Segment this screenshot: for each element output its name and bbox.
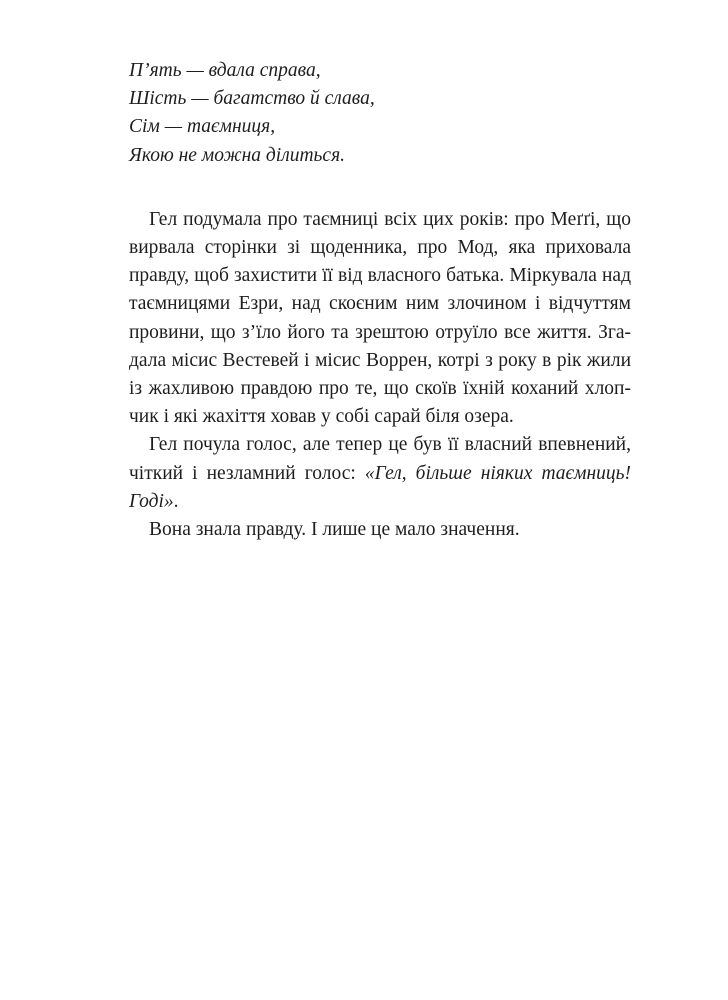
text-line: із жахливою правдою про те, що скоїв їхній коханий хлоп-	[129, 378, 631, 400]
poem-line: Якою не можна ділиться.	[129, 144, 346, 166]
text-line: вирвала сторінки зі щоденника, про Мод, яка приховала	[129, 237, 631, 259]
text-line: чик і які жахіття ховав у собі сарай біля озера.	[129, 406, 514, 428]
text-line: правду, щоб захистити її від власного батька. Міркувала над	[129, 265, 631, 287]
text-line: Гел подумала про таємниці всіх цих років: про Меґґі, що	[149, 208, 631, 230]
quote-text: Годі»	[129, 490, 174, 512]
text-line: Вона знала правду. І лише це мало значення.	[149, 519, 520, 541]
text-run: чіткий і незламний голос:	[129, 462, 365, 484]
paragraph-secrets	[129, 206, 631, 432]
paragraph-truth	[129, 516, 631, 544]
text-line	[129, 488, 631, 516]
text-line: провини, що з’їло його та зрештою отруїло все життя. Зга-	[129, 321, 631, 343]
text-line: дала місис Вестевей і місис Воррен, котрі з року в рік жили	[129, 349, 631, 371]
poem-verse	[129, 57, 631, 170]
text-line: таємницями Езри, над скоєним ним злочином і відчуттям	[129, 293, 631, 315]
quote-text: «Гел, більше ніяких таємниць!	[364, 462, 632, 484]
poem-line: Шість — багатство й слава,	[129, 88, 375, 110]
poem-line: П’ять — вдала справа,	[129, 60, 321, 81]
text-line	[129, 460, 631, 488]
text-run: .	[173, 490, 179, 512]
page-text	[129, 57, 631, 544]
paragraph-voice	[129, 431, 631, 516]
poem-line: Сім — таємниця,	[129, 116, 276, 138]
text-line: Гел почула голос, але тепер це був її власний впевнений,	[149, 434, 631, 456]
